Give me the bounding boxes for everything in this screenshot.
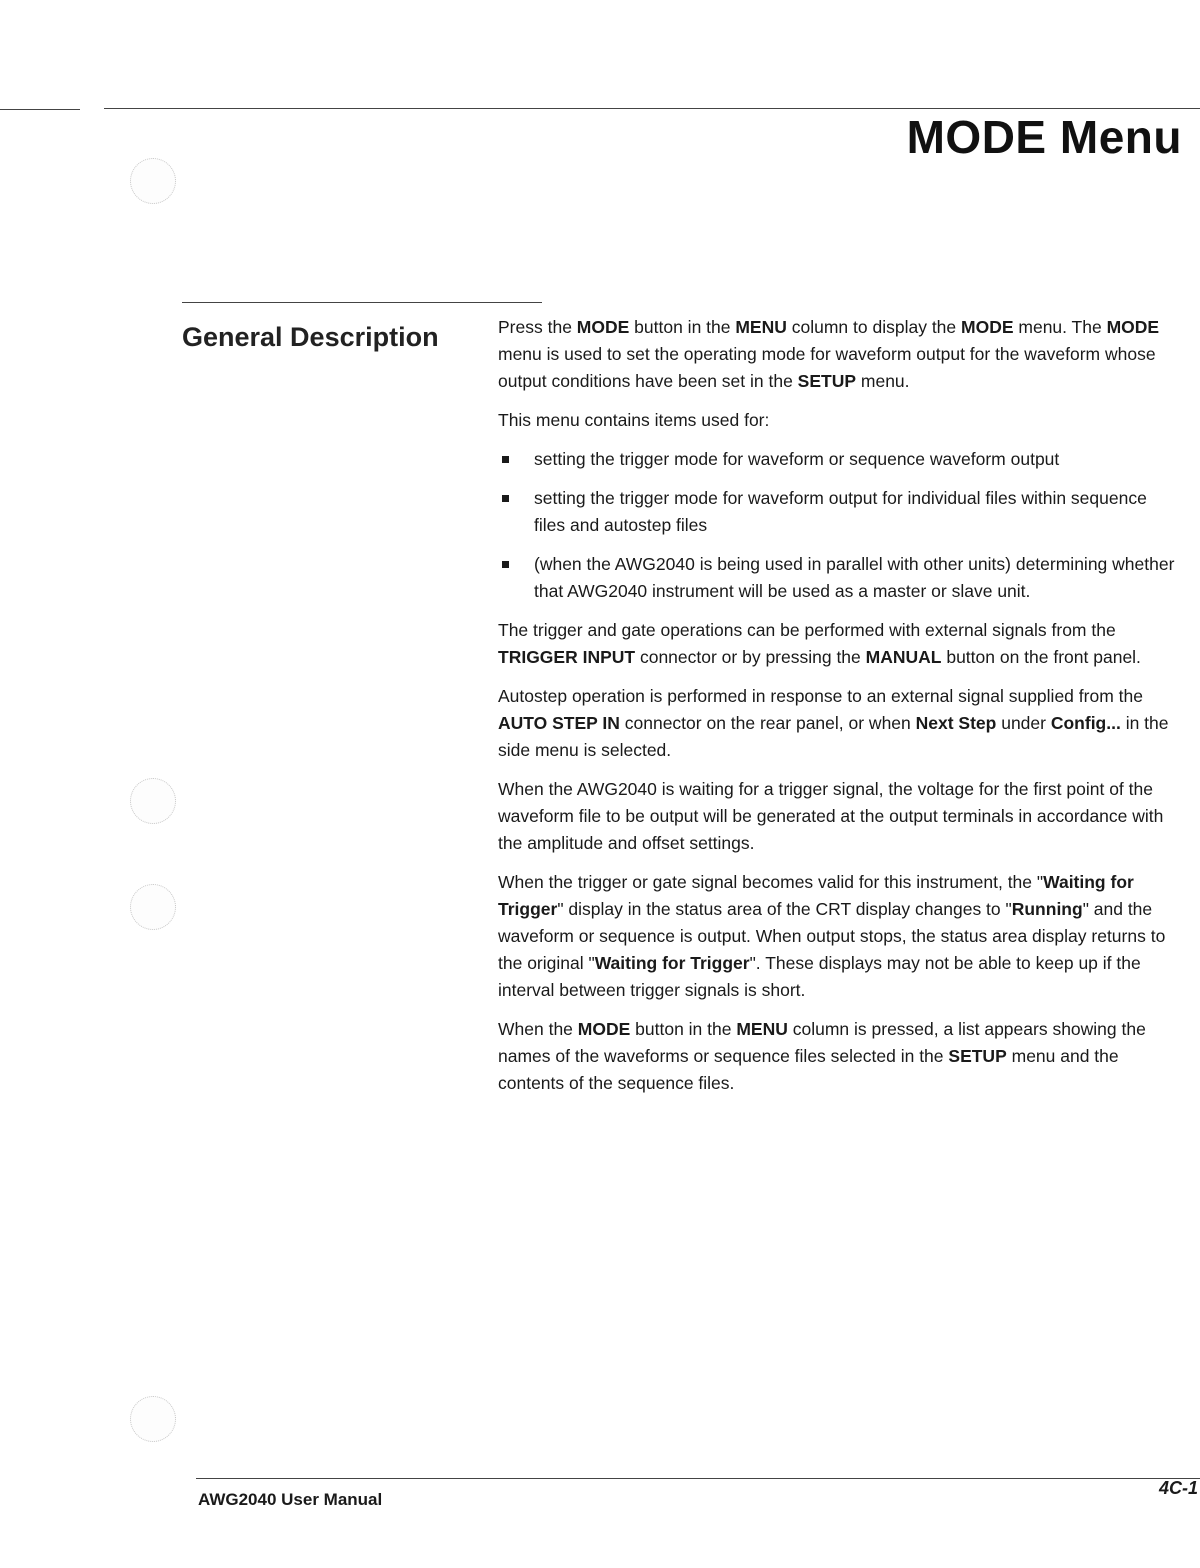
list-appears-paragraph: When the MODE button in the MENU column is pressed, a list appears showing the names of the waveforms or sequence files selected in the SETUP menu and the contents of the sequence files.: [498, 1019, 1146, 1093]
list-item: setting the trigger mode for waveform output for individual files within sequence files and autostep files: [498, 485, 1178, 539]
section-rule: [182, 302, 542, 303]
list-item: setting the trigger mode for waveform or sequence waveform output: [498, 446, 1178, 473]
punch-hole-bottom: [130, 1396, 176, 1442]
page-title: MODE Menu: [906, 111, 1182, 163]
square-bullet-icon: [502, 495, 509, 502]
punch-hole-middle-1: [130, 778, 176, 824]
page-number: 4C-1: [1158, 1478, 1198, 1498]
autostep-paragraph: Autostep operation is performed in response to an external signal supplied from the AUTO STEP IN connector on the rear panel, or when Next Step under Config... in the side menu is selected.: [498, 686, 1169, 760]
top-rule: [104, 108, 1200, 109]
intro-paragraph: Press the MODE button in the MENU column to display the MODE menu. The MODE menu is used to set the operating mode for waveform output for the waveform whose output conditions have been set in the SETUP menu.: [498, 317, 1160, 391]
punch-hole-top: [130, 158, 176, 204]
section-heading: General Description: [182, 322, 439, 352]
footer-manual-title: AWG2040 User Manual: [198, 1490, 383, 1509]
waiting-paragraph: When the AWG2040 is waiting for a trigger signal, the voltage for the first point of the waveform file to be output will be generated at the output terminals in accordance with the amplitude and offset settings.: [498, 779, 1164, 853]
contains-paragraph: This menu contains items used for:: [498, 410, 770, 430]
square-bullet-icon: [502, 456, 509, 463]
body-text: [498, 314, 1178, 1109]
bullet-list: [498, 446, 1178, 605]
top-rule-left: [0, 109, 80, 110]
list-item: (when the AWG2040 is being used in parallel with other units) determining whether that AWG2040 instrument will be used as a master or slave unit.: [498, 551, 1178, 605]
square-bullet-icon: [502, 561, 509, 568]
valid-paragraph: When the trigger or gate signal becomes valid for this instrument, the "Waiting for Trigger" display in the status area of the CRT display changes to "Running" and the waveform or sequence is output. When output stops, the status area display returns to the original "Waiting for Trigger". These displays may not be able to keep up if the interval between trigger signals is short.: [498, 872, 1166, 1000]
trigger-gate-paragraph: The trigger and gate operations can be performed with external signals from the TRIGGER INPUT connector or by pressing the MANUAL button on the front panel.: [498, 620, 1141, 667]
footer-rule: [196, 1478, 1200, 1479]
punch-hole-middle-2: [130, 884, 176, 930]
